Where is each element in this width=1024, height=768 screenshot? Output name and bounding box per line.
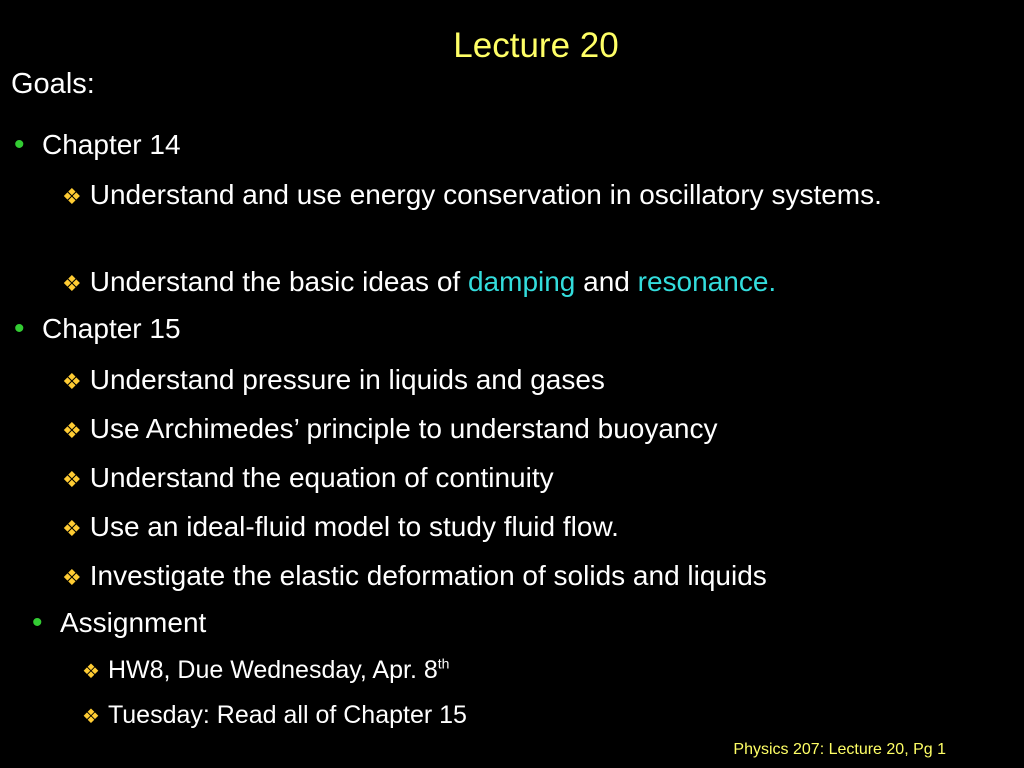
section-heading: Assignment [60,607,207,638]
goal-text: Understand pressure in liquids and gases [89,364,605,395]
goal-item [62,557,767,597]
section-heading: Chapter 14 [42,129,181,160]
goal-item [62,361,605,401]
diamond-bullet-icon: ❖ [62,369,82,394]
assignment-item [82,656,449,685]
diamond-bullet-icon: ❖ [62,516,82,541]
section-assignment [32,606,206,640]
bullet-icon: • [14,128,25,161]
goal-item [62,459,554,499]
diamond-bullet-icon: ❖ [62,184,82,209]
goal-text: Understand the equation of continuity [89,462,554,493]
superscript-th: th [437,655,450,672]
goal-text-and: and [575,266,638,297]
bullet-icon: • [32,606,43,639]
slide-title: Lecture 20 [453,26,619,65]
diamond-bullet-icon: ❖ [62,565,82,590]
section-chapter-15 [14,312,181,346]
goal-text: Use an ideal-fluid model to study fluid flow. [89,511,619,542]
goal-item [62,176,962,216]
assignment-text: Tuesday: Read all of Chapter 15 [107,701,467,729]
highlight-resonance: resonance. [637,266,777,297]
goal-text: Understand the basic ideas of [89,266,468,297]
section-heading: Chapter 15 [42,313,181,344]
goal-text: Use Archimedes’ principle to understand buoyancy [89,413,718,444]
bullet-icon: • [14,312,25,345]
goal-item [62,508,619,548]
section-chapter-14 [14,128,181,162]
assignment-item [82,701,467,730]
goals-label: Goals: [11,68,95,100]
goal-item [62,410,718,450]
diamond-bullet-icon: ❖ [82,661,100,683]
highlight-damping: damping [467,266,576,297]
slide-footer: Physics 207: Lecture 20, Pg 1 [733,741,946,758]
diamond-bullet-icon: ❖ [82,706,100,728]
goal-text: Investigate the elastic deformation of solids and liquids [89,560,767,591]
diamond-bullet-icon: ❖ [62,418,82,443]
goal-item [62,263,776,303]
diamond-bullet-icon: ❖ [62,467,82,492]
diamond-bullet-icon: ❖ [62,271,82,296]
assignment-text: HW8, Due Wednesday, Apr. 8 [107,656,438,684]
goal-text: Understand and use energy conservation in oscillatory systems. [89,179,882,210]
